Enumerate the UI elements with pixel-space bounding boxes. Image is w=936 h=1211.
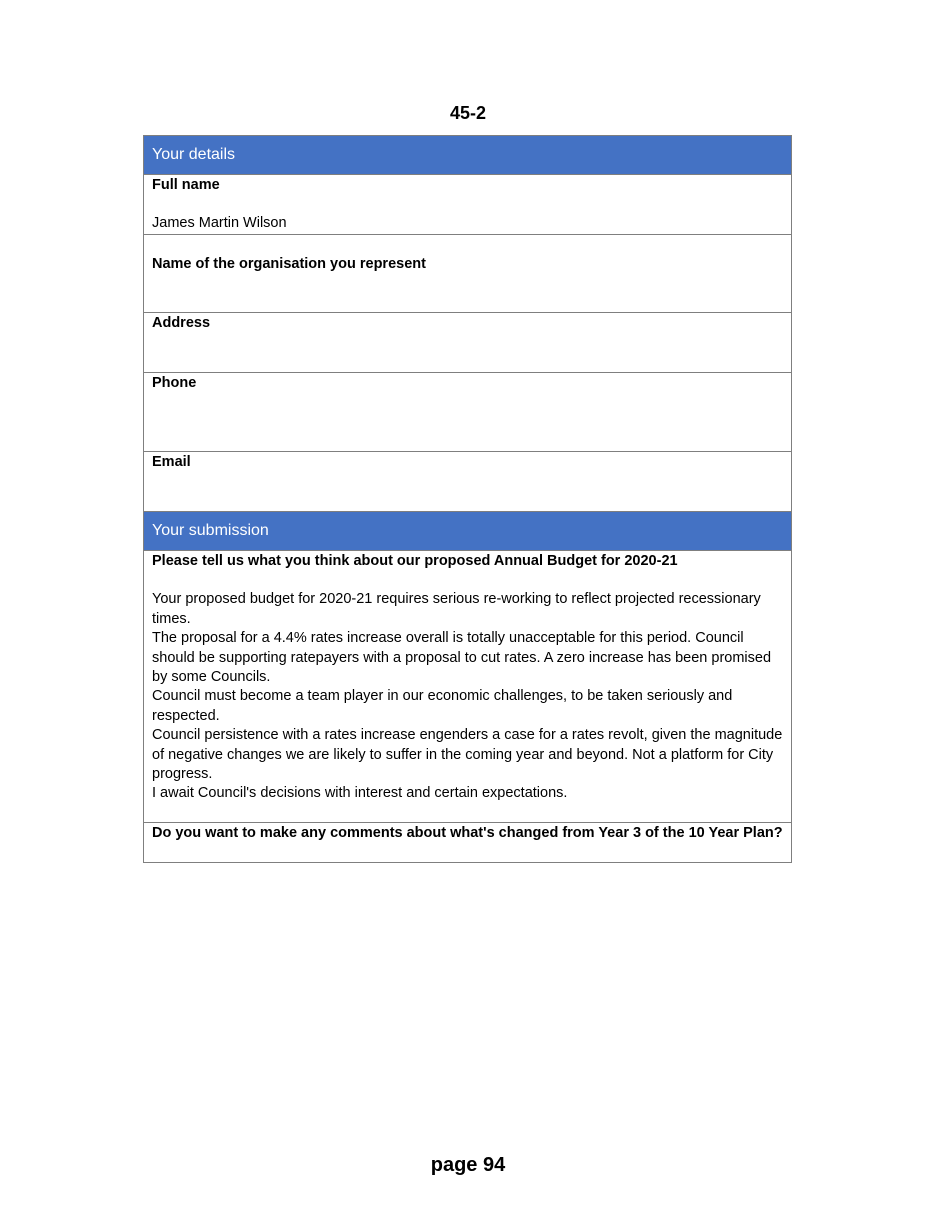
submission-reference: 45-2 bbox=[449, 103, 487, 123]
phone-cell bbox=[144, 373, 792, 452]
full-name-value: James Martin Wilson bbox=[152, 215, 287, 232]
submission-header: Your submission bbox=[144, 512, 792, 551]
answer-paragraph: Your proposed budget for 2020-21 requires serious re-working to reflect projected recessionary times. bbox=[152, 591, 761, 627]
address-row bbox=[144, 313, 792, 373]
full-name-cell bbox=[144, 175, 792, 235]
spacer bbox=[152, 195, 783, 214]
answer-paragraph: I await Council's decisions with interest and certain expectations. bbox=[152, 785, 568, 802]
full-name-row bbox=[144, 175, 792, 235]
organisation-cell bbox=[144, 235, 792, 313]
budget-question-row bbox=[144, 551, 792, 823]
answer-paragraph: The proposal for a 4.4% rates increase overall is totally unacceptable for this period. Council should be supporting ratepayers with a proposal to cut rates. A zero increase has been promised by some Councils. bbox=[152, 630, 772, 686]
full-name-label: Full name bbox=[152, 177, 220, 193]
organisation-row bbox=[144, 235, 792, 313]
phone-row bbox=[144, 373, 792, 452]
spacer bbox=[152, 571, 783, 590]
organisation-label: Name of the organisation you represent bbox=[152, 256, 426, 272]
plan-changes-question-row bbox=[144, 822, 792, 862]
phone-label: Phone bbox=[152, 375, 197, 391]
email-label: Email bbox=[152, 454, 191, 470]
answer-paragraph: Council persistence with a rates increase engenders a case for a rates revolt, given the magnitude of negative changes we are likely to suffer in the coming year and beyond. Not a platform for City progress. bbox=[152, 727, 783, 783]
email-cell bbox=[144, 452, 792, 512]
details-header: Your details bbox=[144, 136, 792, 175]
answer-paragraph: Council must become a team player in our economic challenges, to be taken seriously and respected. bbox=[152, 688, 733, 724]
plan-changes-question-label: Do you want to make any comments about what's changed from Year 3 of the 10 Year Plan? bbox=[152, 824, 783, 841]
address-label: Address bbox=[152, 315, 211, 331]
submission-form bbox=[143, 135, 792, 863]
details-header-row bbox=[144, 136, 792, 175]
address-cell bbox=[144, 313, 792, 373]
email-row bbox=[144, 452, 792, 512]
page-number: page 94 bbox=[430, 1154, 506, 1176]
budget-question-label: Please tell us what you think about our proposed Annual Budget for 2020-21 bbox=[152, 553, 678, 569]
budget-question-cell bbox=[144, 551, 792, 823]
submission-header-row bbox=[144, 512, 792, 551]
plan-changes-question-cell bbox=[144, 822, 792, 862]
